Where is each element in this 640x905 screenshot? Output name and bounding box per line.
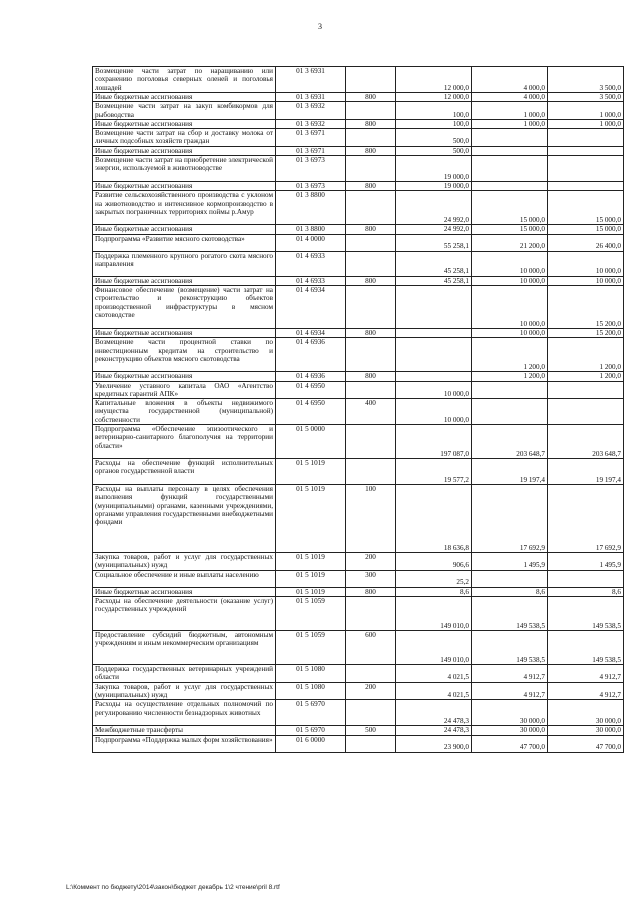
- table-row: [93, 735, 624, 752]
- table-row: [93, 485, 624, 553]
- row-name-cell: Социальное обеспечение и иные выплаты населению: [93, 570, 276, 587]
- row-amount-2016-cell: 15 000,0: [548, 191, 624, 225]
- row-amount-2014-cell: 149 010,0: [396, 631, 472, 665]
- row-expense-type-cell: 600: [346, 631, 396, 665]
- row-amount-2016-cell: [548, 146, 624, 155]
- row-code-cell: 01 5 1019: [276, 485, 346, 553]
- row-amount-2016-cell: 1 200,0: [548, 338, 624, 372]
- table-row: [93, 372, 624, 381]
- row-amount-2015-cell: 10 000,0: [472, 285, 548, 328]
- row-code-cell: 01 4 6950: [276, 399, 346, 425]
- row-expense-type-cell: 100: [346, 485, 396, 553]
- row-amount-2015-cell: 1 200,0: [472, 372, 548, 381]
- row-name-cell: Увеличение уставного капитала ОАО «Агентство кредитных гарантий АПК»: [93, 381, 276, 399]
- row-amount-2015-cell: 15 000,0: [472, 191, 548, 225]
- row-amount-2016-cell: 10 000,0: [548, 251, 624, 276]
- row-amount-2014-cell: 45 258,1: [396, 251, 472, 276]
- table-row: [93, 597, 624, 631]
- row-amount-2015-cell: [472, 156, 548, 182]
- row-name-cell: Предоставление субсидий бюджетным, автономным учреждениям и иным некоммерческим организациям: [93, 631, 276, 665]
- row-amount-2016-cell: 4 912,7: [548, 665, 624, 683]
- row-amount-2016-cell: 149 538,5: [548, 597, 624, 631]
- row-amount-2014-cell: 18 636,8: [396, 485, 472, 553]
- table-row: [93, 338, 624, 372]
- row-amount-2015-cell: 47 700,0: [472, 735, 548, 752]
- row-code-cell: 01 5 1059: [276, 597, 346, 631]
- row-amount-2016-cell: 47 700,0: [548, 735, 624, 752]
- row-code-cell: 01 3 8800: [276, 225, 346, 234]
- table-row: [93, 425, 624, 459]
- row-amount-2015-cell: 19 197,4: [472, 459, 548, 485]
- row-expense-type-cell: [346, 234, 396, 251]
- row-code-cell: 01 3 6931: [276, 67, 346, 93]
- row-name-cell: Возмещение части затрат на сбор и доставку молока от личных подсобных хозяйств граждан: [93, 129, 276, 147]
- row-amount-2014-cell: 19 577,2: [396, 459, 472, 485]
- row-code-cell: 01 5 1080: [276, 682, 346, 700]
- row-amount-2014-cell: 100,0: [396, 119, 472, 128]
- row-expense-type-cell: [346, 67, 396, 93]
- table-row: [93, 700, 624, 726]
- row-amount-2014-cell: 4 021,5: [396, 665, 472, 683]
- row-amount-2015-cell: [472, 182, 548, 191]
- row-expense-type-cell: 800: [346, 587, 396, 596]
- row-amount-2015-cell: [472, 129, 548, 147]
- row-amount-2015-cell: 10 000,0: [472, 328, 548, 337]
- row-amount-2015-cell: 4 000,0: [472, 93, 548, 102]
- row-name-cell: Иные бюджетные ассигнования: [93, 328, 276, 337]
- row-amount-2014-cell: 100,0: [396, 102, 472, 120]
- row-amount-2014-cell: 12 000,0: [396, 67, 472, 93]
- row-code-cell: 01 3 6971: [276, 129, 346, 147]
- row-amount-2014-cell: 500,0: [396, 129, 472, 147]
- row-amount-2016-cell: 8,6: [548, 587, 624, 596]
- row-amount-2016-cell: 3 500,0: [548, 67, 624, 93]
- row-name-cell: Развитие сельскохозяйственного производства с уклоном на животноводство и интенсивное кормопроизводство в закрытых пограничных территориях поймы р.Амур: [93, 191, 276, 225]
- row-expense-type-cell: [346, 102, 396, 120]
- table-row: [93, 234, 624, 251]
- row-amount-2016-cell: 30 000,0: [548, 726, 624, 735]
- row-code-cell: 01 3 6971: [276, 146, 346, 155]
- row-code-cell: 01 4 6934: [276, 285, 346, 328]
- row-expense-type-cell: [346, 285, 396, 328]
- row-expense-type-cell: [346, 191, 396, 225]
- row-name-cell: Иные бюджетные ассигнования: [93, 146, 276, 155]
- row-amount-2014-cell: 10 000,0: [396, 381, 472, 399]
- row-amount-2014-cell: 24 478,3: [396, 700, 472, 726]
- row-expense-type-cell: [346, 129, 396, 147]
- row-code-cell: 01 4 6933: [276, 251, 346, 276]
- row-name-cell: Возмещение части затрат на закуп комбикормов для рыбоводства: [93, 102, 276, 120]
- row-amount-2016-cell: [548, 156, 624, 182]
- row-amount-2014-cell: [396, 285, 472, 328]
- row-amount-2016-cell: 1 000,0: [548, 119, 624, 128]
- row-code-cell: 01 3 6973: [276, 156, 346, 182]
- row-amount-2015-cell: 1 200,0: [472, 338, 548, 372]
- row-code-cell: 01 5 1019: [276, 553, 346, 571]
- row-amount-2014-cell: 24 478,3: [396, 726, 472, 735]
- row-amount-2014-cell: 19 000,0: [396, 156, 472, 182]
- table-row: [93, 726, 624, 735]
- row-name-cell: Подпрограмма «Поддержка малых форм хозяйствования»: [93, 735, 276, 752]
- row-code-cell: 01 5 1019: [276, 587, 346, 596]
- row-code-cell: 01 3 6931: [276, 93, 346, 102]
- row-expense-type-cell: 800: [346, 182, 396, 191]
- row-expense-type-cell: [346, 156, 396, 182]
- row-amount-2014-cell: 149 010,0: [396, 597, 472, 631]
- row-amount-2015-cell: 1 000,0: [472, 119, 548, 128]
- row-name-cell: Поддержка государственных ветеринарных учреждений области: [93, 665, 276, 683]
- row-amount-2014-cell: 4 021,5: [396, 682, 472, 700]
- table-row: [93, 682, 624, 700]
- row-amount-2015-cell: [472, 399, 548, 425]
- row-code-cell: 01 5 1019: [276, 570, 346, 587]
- row-amount-2015-cell: 10 000,0: [472, 276, 548, 285]
- row-amount-2015-cell: [472, 570, 548, 587]
- table-row: [93, 129, 624, 147]
- row-name-cell: Подпрограмма «Развитие мясного скотоводства»: [93, 234, 276, 251]
- row-amount-2016-cell: 203 648,7: [548, 425, 624, 459]
- row-amount-2015-cell: 17 692,9: [472, 485, 548, 553]
- row-amount-2016-cell: [548, 182, 624, 191]
- row-amount-2014-cell: 24 992,0: [396, 225, 472, 234]
- row-amount-2016-cell: 19 197,4: [548, 459, 624, 485]
- row-amount-2015-cell: 203 648,7: [472, 425, 548, 459]
- row-name-cell: Возмещение части затрат по наращиванию или сохранению поголовья северных оленей и поголовья лошадей: [93, 67, 276, 93]
- row-name-cell: Закупка товаров, работ и услуг для государственных (муниципальных) нужд: [93, 682, 276, 700]
- row-amount-2014-cell: 24 992,0: [396, 191, 472, 225]
- table-row: [93, 156, 624, 182]
- row-name-cell: Межбюджетные трансферты: [93, 726, 276, 735]
- row-amount-2016-cell: 3 500,0: [548, 93, 624, 102]
- row-name-cell: Расходы на обеспечение деятельности (оказание услуг) государственных учреждений: [93, 597, 276, 631]
- row-name-cell: Расходы на выплаты персоналу в целях обеспечения выполнения функций государственными (муниципальными) органами, казенными учреждениями, органами управления государственными внебюджетными фондами: [93, 485, 276, 553]
- row-expense-type-cell: [346, 665, 396, 683]
- row-name-cell: Возмещение части процентной ставки по инвестиционным кредитам на строительство и реконструкцию объектов мясного скотоводства: [93, 338, 276, 372]
- row-amount-2016-cell: 26 400,0: [548, 234, 624, 251]
- row-code-cell: 01 4 6934: [276, 328, 346, 337]
- row-expense-type-cell: [346, 735, 396, 752]
- row-code-cell: 01 6 0000: [276, 735, 346, 752]
- row-code-cell: 01 3 6932: [276, 119, 346, 128]
- row-amount-2014-cell: 23 900,0: [396, 735, 472, 752]
- table-row: [93, 251, 624, 276]
- row-amount-2015-cell: [472, 146, 548, 155]
- row-code-cell: 01 5 6970: [276, 726, 346, 735]
- row-name-cell: Иные бюджетные ассигнования: [93, 276, 276, 285]
- budget-table: [92, 66, 624, 753]
- row-amount-2016-cell: 15 200,0: [548, 328, 624, 337]
- row-amount-2016-cell: 30 000,0: [548, 700, 624, 726]
- row-amount-2016-cell: 149 538,5: [548, 631, 624, 665]
- row-amount-2015-cell: 4 000,0: [472, 67, 548, 93]
- table-row: [93, 276, 624, 285]
- row-code-cell: 01 4 6936: [276, 372, 346, 381]
- row-amount-2015-cell: 1 000,0: [472, 102, 548, 120]
- row-name-cell: Закупка товаров, работ и услуг для государственных (муниципальных) нужд: [93, 553, 276, 571]
- row-amount-2016-cell: 4 912,7: [548, 682, 624, 700]
- row-name-cell: Иные бюджетные ассигнования: [93, 93, 276, 102]
- page-number: 3: [318, 22, 322, 31]
- row-expense-type-cell: 200: [346, 553, 396, 571]
- row-name-cell: Иные бюджетные ассигнования: [93, 372, 276, 381]
- table-row: [93, 102, 624, 120]
- table-row: [93, 587, 624, 596]
- table-row: [93, 67, 624, 93]
- row-amount-2016-cell: 10 000,0: [548, 276, 624, 285]
- row-amount-2014-cell: 197 087,0: [396, 425, 472, 459]
- row-code-cell: 01 5 0000: [276, 425, 346, 459]
- row-expense-type-cell: 500: [346, 726, 396, 735]
- row-name-cell: Иные бюджетные ассигнования: [93, 225, 276, 234]
- file-path-footer: L:\Коммент по бюджету\2014\закон\бюджет декабрь 1\2 чтение\pril 8.rtf: [66, 884, 280, 891]
- row-amount-2016-cell: 15 200,0: [548, 285, 624, 328]
- row-name-cell: Возмещение части затрат на приобретение электрической энергии, используемой в животноводстве: [93, 156, 276, 182]
- row-amount-2014-cell: [396, 328, 472, 337]
- row-amount-2014-cell: 906,6: [396, 553, 472, 571]
- row-amount-2015-cell: 15 000,0: [472, 225, 548, 234]
- table-row: [93, 93, 624, 102]
- row-amount-2014-cell: [396, 338, 472, 372]
- row-amount-2015-cell: 4 912,7: [472, 682, 548, 700]
- table-row: [93, 631, 624, 665]
- row-expense-type-cell: 800: [346, 225, 396, 234]
- row-code-cell: 01 3 6932: [276, 102, 346, 120]
- row-expense-type-cell: 400: [346, 399, 396, 425]
- row-amount-2014-cell: 55 258,1: [396, 234, 472, 251]
- row-amount-2015-cell: [472, 381, 548, 399]
- row-amount-2014-cell: 8,6: [396, 587, 472, 596]
- row-amount-2014-cell: 12 000,0: [396, 93, 472, 102]
- row-name-cell: Иные бюджетные ассигнования: [93, 182, 276, 191]
- row-name-cell: Финансовое обеспечение (возмещение) части затрат на строительство и реконструкцию объектов производственной инфраструктуры в мясном скотоводстве: [93, 285, 276, 328]
- table-row: [93, 146, 624, 155]
- row-name-cell: Капитальные вложения в объекты недвижимого имущества государственной (муниципальной) собственности: [93, 399, 276, 425]
- row-amount-2016-cell: 1 495,9: [548, 553, 624, 571]
- table-row: [93, 285, 624, 328]
- row-name-cell: Подпрограмма «Обеспечение эпизоотического и ветеринарно-санитарного благополучия на территории области»: [93, 425, 276, 459]
- table-row: [93, 191, 624, 225]
- row-amount-2014-cell: 25,2: [396, 570, 472, 587]
- row-expense-type-cell: 200: [346, 682, 396, 700]
- row-amount-2016-cell: [548, 570, 624, 587]
- table-row: [93, 182, 624, 191]
- row-amount-2016-cell: [548, 381, 624, 399]
- row-code-cell: 01 4 0000: [276, 234, 346, 251]
- table-row: [93, 570, 624, 587]
- row-code-cell: 01 3 6973: [276, 182, 346, 191]
- row-expense-type-cell: [346, 597, 396, 631]
- row-amount-2014-cell: 45 258,1: [396, 276, 472, 285]
- row-amount-2015-cell: 4 912,7: [472, 665, 548, 683]
- row-expense-type-cell: 300: [346, 570, 396, 587]
- table-row: [93, 225, 624, 234]
- row-name-cell: Расходы на обеспечение функций исполнительных органов государственной власти: [93, 459, 276, 485]
- row-amount-2016-cell: [548, 399, 624, 425]
- row-code-cell: 01 5 1019: [276, 459, 346, 485]
- row-expense-type-cell: [346, 251, 396, 276]
- row-expense-type-cell: 800: [346, 146, 396, 155]
- row-expense-type-cell: [346, 700, 396, 726]
- row-code-cell: 01 5 1080: [276, 665, 346, 683]
- row-amount-2015-cell: 10 000,0: [472, 251, 548, 276]
- row-expense-type-cell: 800: [346, 119, 396, 128]
- table-row: [93, 119, 624, 128]
- row-expense-type-cell: [346, 338, 396, 372]
- row-amount-2015-cell: 30 000,0: [472, 700, 548, 726]
- row-expense-type-cell: [346, 425, 396, 459]
- row-amount-2014-cell: 500,0: [396, 146, 472, 155]
- table-row: [93, 665, 624, 683]
- row-expense-type-cell: 800: [346, 328, 396, 337]
- row-code-cell: 01 5 1059: [276, 631, 346, 665]
- row-code-cell: 01 4 6950: [276, 381, 346, 399]
- row-amount-2014-cell: 19 000,0: [396, 182, 472, 191]
- row-name-cell: Иные бюджетные ассигнования: [93, 119, 276, 128]
- row-code-cell: 01 3 8800: [276, 191, 346, 225]
- row-amount-2015-cell: 149 538,5: [472, 597, 548, 631]
- row-code-cell: 01 4 6933: [276, 276, 346, 285]
- row-amount-2016-cell: [548, 129, 624, 147]
- row-amount-2015-cell: 21 200,0: [472, 234, 548, 251]
- row-expense-type-cell: 800: [346, 93, 396, 102]
- row-expense-type-cell: [346, 381, 396, 399]
- row-name-cell: Иные бюджетные ассигнования: [93, 587, 276, 596]
- row-code-cell: 01 5 6970: [276, 700, 346, 726]
- row-amount-2016-cell: 17 692,9: [548, 485, 624, 553]
- row-amount-2015-cell: 30 000,0: [472, 726, 548, 735]
- table-row: [93, 399, 624, 425]
- table-row: [93, 381, 624, 399]
- row-name-cell: Расходы на осуществление отдельных полномочий по регулированию численности безнадзорных животных: [93, 700, 276, 726]
- row-amount-2016-cell: 1 200,0: [548, 372, 624, 381]
- row-amount-2016-cell: 15 000,0: [548, 225, 624, 234]
- row-amount-2014-cell: [396, 372, 472, 381]
- row-amount-2015-cell: 1 495,9: [472, 553, 548, 571]
- row-amount-2015-cell: 8,6: [472, 587, 548, 596]
- table-row: [93, 459, 624, 485]
- row-expense-type-cell: 800: [346, 372, 396, 381]
- row-code-cell: 01 4 6936: [276, 338, 346, 372]
- row-amount-2014-cell: 10 000,0: [396, 399, 472, 425]
- row-expense-type-cell: 800: [346, 276, 396, 285]
- table-row: [93, 328, 624, 337]
- table-row: [93, 553, 624, 571]
- row-expense-type-cell: [346, 459, 396, 485]
- row-amount-2015-cell: 149 538,5: [472, 631, 548, 665]
- row-amount-2016-cell: 1 000,0: [548, 102, 624, 120]
- row-name-cell: Поддержка племенного крупного рогатого скота мясного направления: [93, 251, 276, 276]
